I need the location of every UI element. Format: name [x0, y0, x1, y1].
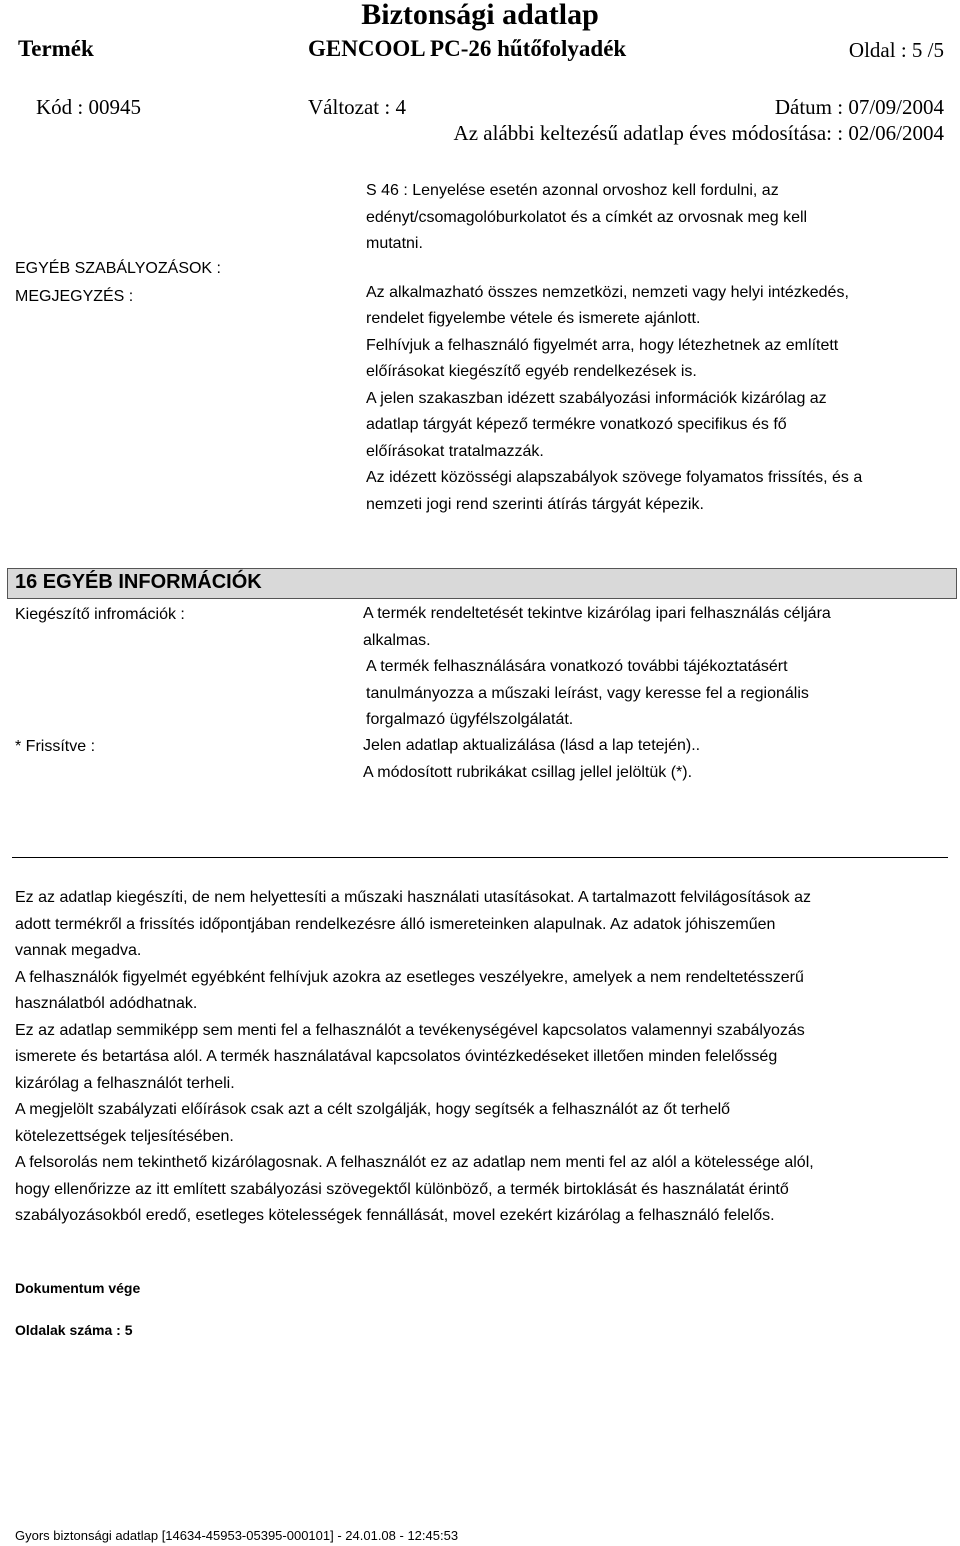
updated-label: * Frissítve :: [15, 738, 96, 755]
text-line: előírásokat kiegészítő egyéb rendelkezések is.: [366, 363, 697, 380]
text-line: Az idézett közösségi alapszabályok szövege folyamatos frissítés, és a: [366, 469, 863, 486]
text-line: adatlap tárgyát képező termékre vonatkozó specifikus és fő: [366, 416, 787, 433]
page-count: Oldalak száma : 5: [15, 1322, 133, 1338]
extra-info-label: Kiegészítő infromációk :: [15, 606, 185, 623]
text-line: szabályozásokból eredő, esetleges kötelességek fennállását, movel ezekért kizárólag a felhasználó felelős.: [15, 1207, 775, 1224]
text-line: rendelet figyelembe vétele és ismerete ajánlott.: [366, 310, 701, 327]
issue-date: Dátum : 07/09/2004: [774, 95, 944, 119]
text-line: Az alkalmazható összes nemzetközi, nemzeti vagy helyi intézkedés,: [366, 283, 849, 301]
extra-info-text: [363, 601, 831, 734]
text-line: forgalmazó ügyfélszolgálatát.: [366, 711, 574, 728]
page-indicator: Oldal : 5 /5: [848, 38, 944, 62]
version: Változat : 4: [308, 95, 406, 119]
text-line: vannak megadva.: [15, 942, 142, 959]
product-name: GENCOOL PC-26 hűtőfolyadék: [308, 36, 627, 61]
text-line: mutatni.: [366, 235, 423, 252]
text-line: ismerete és betartása alól. A termék használatával kapcsolatos óvintézkedéseket illetően minden felelősség: [15, 1048, 778, 1065]
document-title: Biztonsági adatlap: [361, 0, 599, 31]
other-regulations-label: EGYÉB SZABÁLYOZÁSOK :: [15, 260, 221, 277]
document-end: Dokumentum vége: [15, 1280, 141, 1296]
text-line: nemzeti jogi rend szerinti átírás tárgyát képezik.: [366, 495, 704, 513]
text-line: Ez az adatlap kiegészíti, de nem helyettesíti a műszaki használati utasításokat. A tartalmazott felvilágosítások az: [15, 889, 811, 906]
text-line: alkalmas.: [363, 631, 431, 649]
text-line: S 46 : Lenyelése esetén azonnal orvoshoz kell fordulni, az: [366, 182, 779, 199]
product-code: Kód : 00945: [36, 95, 141, 119]
text-line: kötelezettségek teljesítésében.: [15, 1127, 234, 1145]
text-line: Felhívjuk a felhasználó figyelmét arra, hogy létezhetnek az említett: [366, 336, 839, 354]
text-line: kizárólag a felhasználót terheli.: [15, 1074, 235, 1092]
disclaimer-text: [15, 885, 814, 1230]
regulations-text: [366, 178, 862, 518]
text-line: Ez az adatlap semmiképp sem menti fel a felhasználót a tevékenységével kapcsolatos valamennyi szabályozás: [15, 1021, 805, 1039]
text-line: hogy ellenőrizze az itt említett szabályozási szövegektől különböző, a termék birtoklását és használatát érintő: [15, 1180, 789, 1198]
separator-line: [12, 857, 948, 858]
text-line: előírásokat tratalmazzák.: [366, 442, 544, 460]
text-line: A termék felhasználására vonatkozó további tájékoztatásért: [366, 658, 788, 675]
text-line: A módosított rubrikákat csillag jellel jelöltük (*).: [363, 763, 693, 781]
text-line: A jelen szakaszban idézett szabályozási információk kizárólag az: [366, 389, 827, 407]
text-line: tanulmányozza a műszaki leírást, vagy keresse fel a regionális: [366, 684, 809, 702]
revision-date: Az alábbi keltezésű adatlap éves módosítása: : 02/06/2004: [453, 121, 944, 145]
text-line: A felhasználók figyelmét egyébként felhívjuk azokra az esetleges veszélyekre, amelyek a nem rendeltetésszerű: [15, 968, 804, 986]
text-line: edényt/csomagolóburkolatot és a címkét az orvosnak meg kell: [366, 208, 808, 226]
text-line: használatból adódhatnak.: [15, 995, 198, 1012]
text-line: Jelen adatlap aktualizálása (lásd a lap tetején)..: [363, 737, 701, 754]
updated-text: [363, 733, 700, 786]
product-label: Termék: [18, 36, 94, 61]
text-line: A megjelölt szabályzati előírások csak azt a célt szolgálják, hogy segítsék a felhasználót az őt terhelő: [15, 1101, 731, 1118]
text-line: A termék rendeltetését tekintve kizárólag ipari felhasználás céljára: [363, 605, 831, 622]
section-16-title: 16 EGYÉB INFORMÁCIÓK: [15, 571, 262, 593]
text-line: adott termékről a frissítés időpontjában rendelkezésre álló ismereteinken alapulnak. Az adatok jóhiszeműen: [15, 915, 776, 933]
remarks-label: MEGJEGYZÉS :: [15, 288, 134, 305]
text-line: A felsorolás nem tekinthető kizárólagosnak. A felhasználót ez az adatlap nem menti fel az alól a kötelessége alól,: [15, 1154, 814, 1171]
footer-text: Gyors biztonsági adatlap [14634-45953-05395-000101] - 24.01.08 - 12:45:53: [15, 1528, 459, 1543]
